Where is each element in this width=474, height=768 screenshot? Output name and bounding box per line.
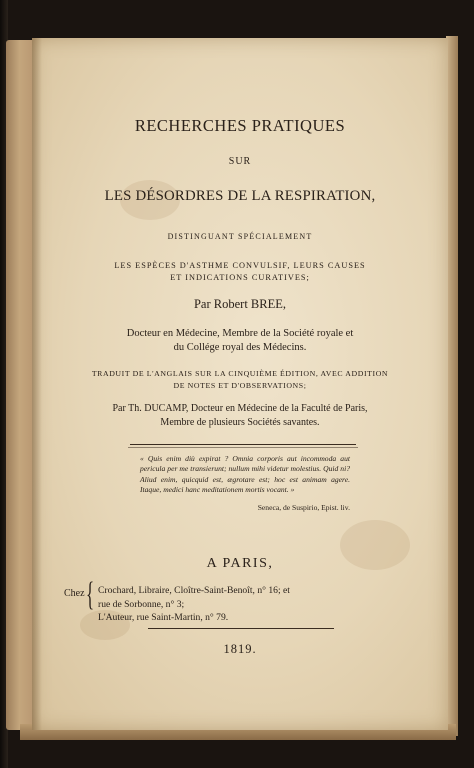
title-connector: SUR — [228, 156, 252, 167]
page-gutter-shadow — [32, 38, 42, 730]
divider-rule — [128, 447, 358, 448]
publisher-block — [98, 584, 358, 625]
especes-line-2: ET INDICATIONS CURATIVES; — [170, 273, 310, 282]
author-description — [42, 327, 438, 355]
translation-note — [42, 368, 438, 392]
imprint-city: A PARIS, — [206, 556, 274, 571]
publication-year: 1819. — [223, 642, 257, 656]
author-line: Par Robert BREE, — [193, 297, 286, 311]
divider-rule — [130, 444, 356, 445]
divider-rule — [148, 628, 334, 629]
author-desc-line-2: du Collége royal des Médecins. — [173, 342, 307, 353]
translator-line-1: Par Th. DUCAMP, Docteur en Médecine de la Faculté de Paris, — [112, 403, 368, 414]
brace-glyph: { — [86, 576, 95, 613]
traduit-line-1: TRADUIT DE L'ANGLAIS SUR LA CINQUIÈME ÉDITION, AVEC ADDITION — [91, 369, 389, 378]
translator-line-2: Membre de plusieurs Sociétés savantes. — [160, 417, 320, 428]
epigraph-source: Seneca, de Suspirio, Epist. liv. — [257, 503, 350, 512]
publisher-line-1: Crochard, Libraire, Cloître-Saint-Benoît, n° 16; et — [98, 585, 290, 596]
author-desc-line-1: Docteur en Médecine, Membre de la Société royale et — [126, 328, 354, 339]
publisher-line-3: L'Auteur, rue Saint-Martin, n° 79. — [98, 612, 229, 624]
imprint-chez: Chez — [64, 588, 85, 599]
distinguant-line: DISTINGUANT SPÉCIALEMENT — [167, 232, 313, 241]
translator-block — [42, 402, 438, 430]
main-title: RECHERCHES PRATIQUES — [134, 116, 346, 135]
subtitle: LES DÉSORDRES DE LA RESPIRATION, — [104, 188, 376, 204]
especes-block — [42, 260, 438, 284]
traduit-line-2: DE NOTES ET D'OBSERVATIONS; — [173, 381, 307, 390]
publisher-line-2: rue de Sorbonne, n° 3; — [98, 598, 185, 610]
especes-line-1: LES ESPÈCES D'ASTHME CONVULSIF, LEURS CAUSES — [114, 261, 366, 270]
epigraph-quote: « Quis enim diù expirat ? Omnia corporis aut incommoda aut pericula per me transierunt; nullum mihi videtur molestius. Quid ni? Aliud enim, quicquid est, ægrotare est; hoc est animam agere. Itaque, medici hanc meditationem mortis vocant. » — [140, 454, 350, 495]
